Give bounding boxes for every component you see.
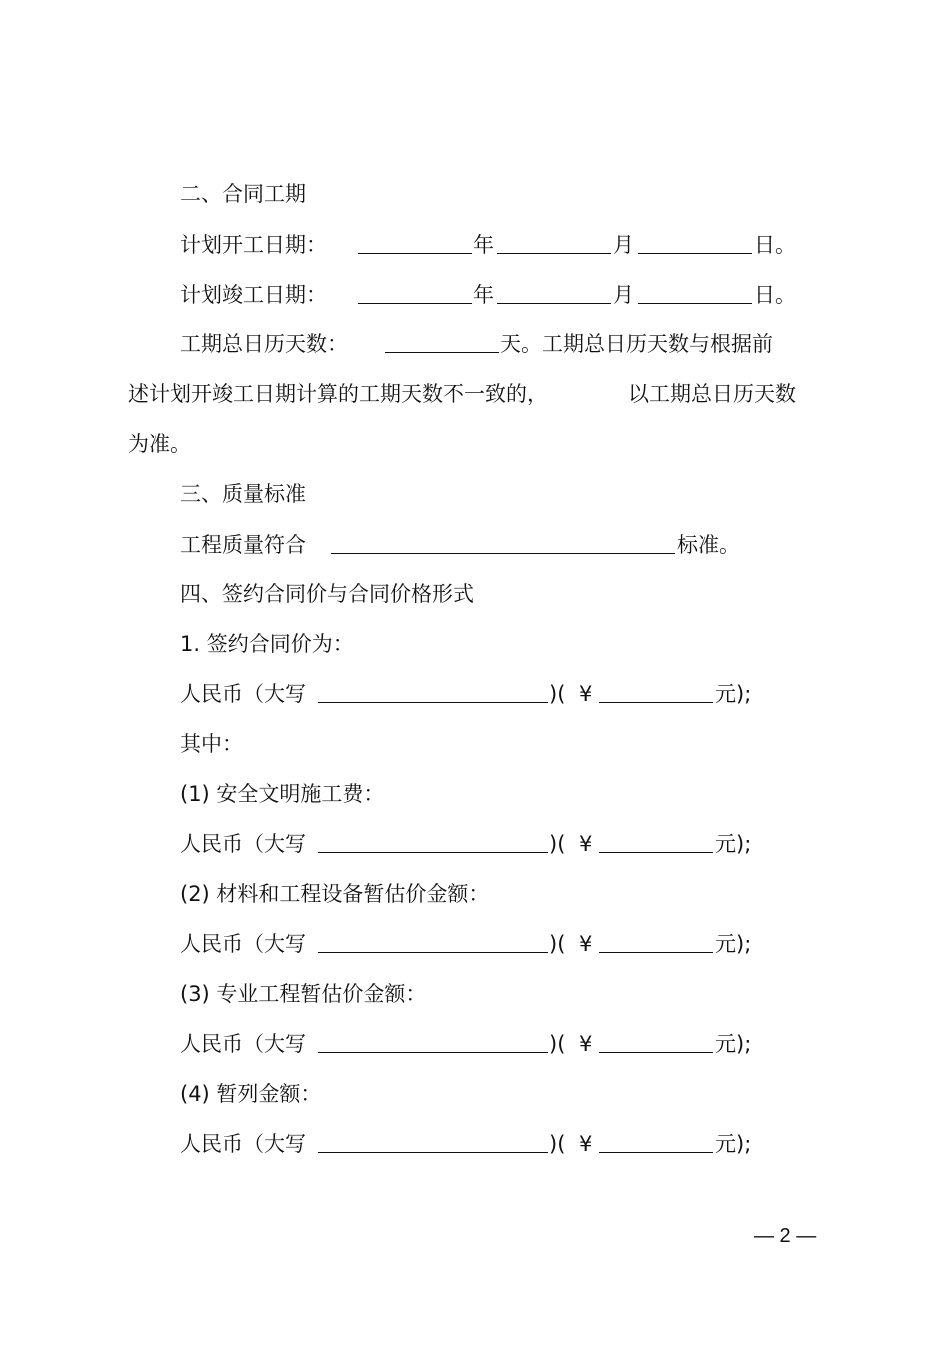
end-month-blank[interactable] — [497, 303, 611, 304]
yuan-label: 元); — [715, 682, 752, 706]
start-month-blank[interactable] — [497, 253, 611, 254]
total-days-text: 天。工期总日历天数与根据前 — [500, 332, 773, 356]
paren-text: )( — [549, 832, 566, 856]
day-label: 日。 — [754, 233, 796, 257]
paren-text: )( — [549, 682, 566, 706]
amount-figures-blank[interactable] — [599, 702, 713, 703]
end-year-blank[interactable] — [358, 303, 472, 304]
year-label: 年 — [473, 283, 494, 307]
day-label: 日。 — [754, 283, 796, 307]
quality-suffix: 标准。 — [677, 533, 740, 557]
total-days-text-3: 为准。 — [128, 432, 191, 456]
item-text: (2) 材料和工程设备暂估价金额： — [180, 882, 490, 906]
yuan-label: 元); — [715, 1132, 752, 1156]
quality-label: 工程质量符合 — [180, 533, 306, 557]
amount-figures-blank[interactable] — [599, 1152, 713, 1153]
paren-text: )( — [549, 932, 566, 956]
total-days-text-2a: 述计划开竣工日期计算的工期天数不一致的， — [128, 382, 548, 406]
yen-symbol: ¥ — [579, 832, 593, 856]
quality-standard-blank[interactable] — [331, 553, 675, 554]
month-label: 月 — [613, 283, 634, 307]
item-text: (1) 安全文明施工费： — [180, 782, 385, 806]
total-days-label: 工期总日历天数： — [180, 332, 348, 356]
start-date-label: 计划开工日期： — [180, 233, 327, 257]
year-label: 年 — [473, 233, 494, 257]
total-days-text-2b: 以工期总日历天数 — [628, 382, 796, 406]
heading-text: 四、签约合同价与合同价格形式 — [180, 582, 474, 606]
amount-words-blank[interactable] — [318, 852, 548, 853]
heading-text: 三、质量标准 — [180, 482, 306, 506]
yen-symbol: ¥ — [579, 932, 593, 956]
rmb-label: 人民币（大写 — [180, 1132, 306, 1156]
item-text: (4) 暂列金额： — [180, 1082, 322, 1106]
among-text: 其中： — [180, 732, 243, 756]
amount-figures-blank[interactable] — [599, 952, 713, 953]
end-date-label: 计划竣工日期： — [180, 283, 327, 307]
month-label: 月 — [613, 233, 634, 257]
yuan-label: 元); — [715, 832, 752, 856]
page-number: — 2 — — [754, 1225, 817, 1247]
yuan-label: 元); — [715, 1032, 752, 1056]
start-year-blank[interactable] — [358, 253, 472, 254]
amount-words-blank[interactable] — [318, 1152, 548, 1153]
paren-text: )( — [549, 1032, 566, 1056]
heading-text: 二、合同工期 — [180, 182, 306, 206]
rmb-label: 人民币（大写 — [180, 832, 306, 856]
amount-figures-blank[interactable] — [599, 852, 713, 853]
item-text: (3) 专业工程暂估价金额： — [180, 982, 427, 1006]
item-text: 1. 签约合同价为： — [180, 632, 354, 656]
amount-words-blank[interactable] — [318, 952, 548, 953]
paren-text: )( — [549, 1132, 566, 1156]
start-day-blank[interactable] — [638, 253, 752, 254]
total-days-blank[interactable] — [385, 352, 499, 353]
amount-figures-blank[interactable] — [599, 1052, 713, 1053]
rmb-label: 人民币（大写 — [180, 932, 306, 956]
amount-words-blank[interactable] — [318, 702, 548, 703]
rmb-label: 人民币（大写 — [180, 682, 306, 706]
yuan-label: 元); — [715, 932, 752, 956]
yen-symbol: ¥ — [579, 682, 593, 706]
yen-symbol: ¥ — [579, 1132, 593, 1156]
end-day-blank[interactable] — [638, 303, 752, 304]
amount-words-blank[interactable] — [318, 1052, 548, 1053]
yen-symbol: ¥ — [579, 1032, 593, 1056]
rmb-label: 人民币（大写 — [180, 1032, 306, 1056]
